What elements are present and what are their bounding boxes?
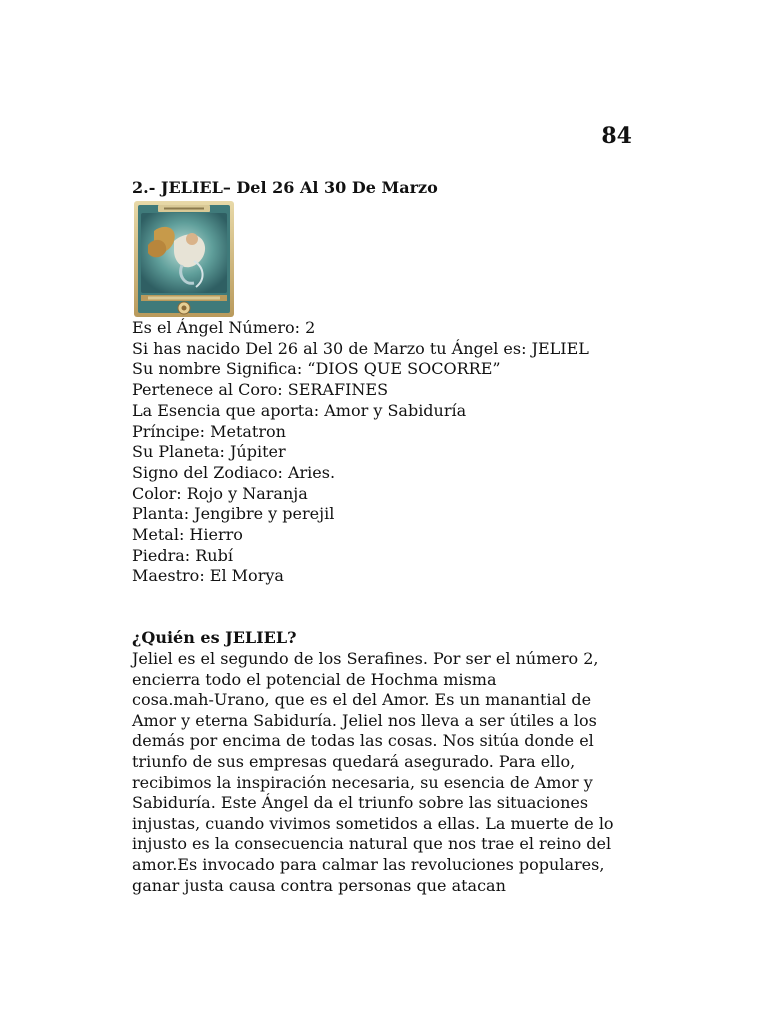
info-item-metal: Metal: Hierro — [132, 525, 243, 545]
description-line: demás por encima de todas las cosas. Nos sitúa donde el — [132, 731, 594, 751]
description-line: Sabiduría. Este Ángel da el triunfo sobre las situaciones — [132, 793, 589, 813]
description-line: cosa.mah-Urano, que es el del Amor. Es un manantial de — [132, 690, 592, 710]
info-item-birth: Si has nacido Del 26 al 30 de Marzo tu Ángel es: JELIEL — [132, 338, 589, 358]
info-item-number: Es el Ángel Número: 2 — [132, 318, 316, 337]
description-line: triunfo de sus empresas quedará asegurado. Para ello, — [132, 751, 576, 771]
info-item-prince: Príncipe: Metatron — [132, 421, 286, 441]
info-item-planet: Su Planeta: Júpiter — [132, 442, 286, 462]
section-title: 2.- JELIEL– Del 26 Al 30 De Marzo — [132, 178, 438, 197]
angel-card-image — [134, 201, 234, 317]
description-paragraph — [132, 649, 614, 896]
info-item-color: Color: Rojo y Naranja — [132, 483, 308, 503]
info-item-essence: La Esencia que aporta: Amor y Sabiduría — [132, 400, 467, 420]
angel-info-list — [132, 318, 589, 587]
info-item-meaning: Su nombre Significa: “DIOS QUE SOCORRE” — [132, 359, 501, 379]
description-line: amor.Es invocado para calmar las revoluciones populares, — [132, 854, 605, 874]
description-line: Amor y eterna Sabiduría. Jeliel nos lleva a ser útiles a los — [132, 710, 597, 730]
description-line: ganar justa causa contra personas que atacan — [132, 875, 506, 895]
info-item-plant: Planta: Jengibre y perejil — [132, 504, 335, 524]
info-item-choir: Pertenece al Coro: SERAFINES — [132, 380, 389, 400]
description-line: injusto es la consecuencia natural que nos trae el reino del — [132, 834, 612, 854]
description-line: encierra todo el potencial de Hochma misma — [132, 669, 497, 689]
who-heading: ¿Quién es JELIEL? — [132, 628, 297, 647]
info-item-zodiac: Signo del Zodiaco: Aries. — [132, 462, 336, 482]
description-line: injustas, cuando vivimos sometidos a ellas. La muerte de lo — [132, 813, 614, 833]
info-item-master: Maestro: El Morya — [132, 566, 284, 586]
page-number: 84 — [601, 123, 632, 149]
description-line: recibimos la inspiración necesaria, su esencia de Amor y — [132, 772, 593, 792]
info-item-stone: Piedra: Rubí — [132, 545, 233, 565]
description-line: Jeliel es el segundo de los Serafines. Por ser el número 2, — [132, 649, 599, 668]
